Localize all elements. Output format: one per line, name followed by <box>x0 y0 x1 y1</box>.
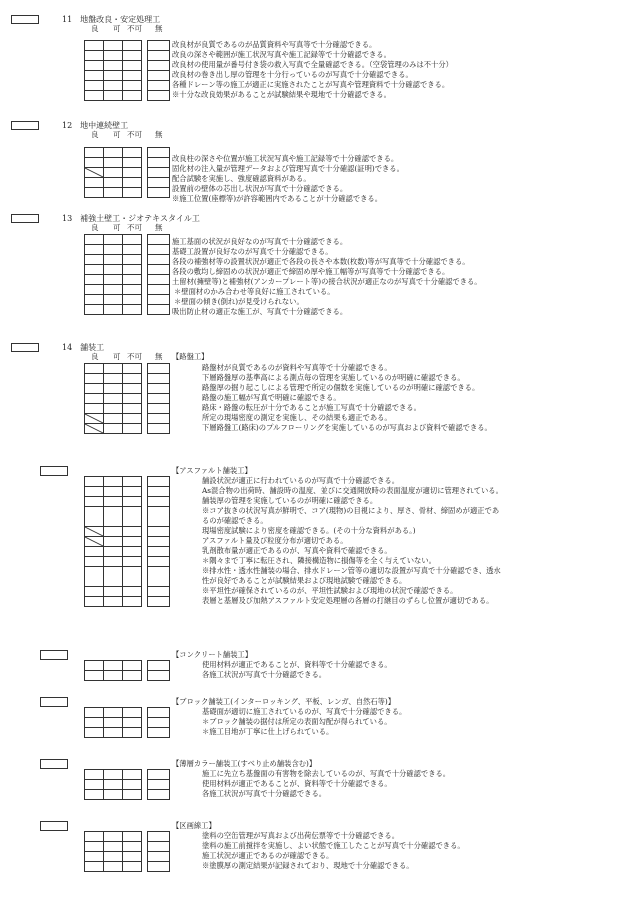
grade-header-bad: 不可 <box>127 130 142 139</box>
criterion: ※施工位置(座標等)が許容範囲内であることが十分確認できる。 <box>172 194 383 203</box>
criterion: 改良柱の深さや位置が施工状況写真や施工記録等で十分確認できる。 <box>172 154 399 163</box>
criterion: 路床・路盤の転圧が十分であることが施工写真で十分確認できる。 <box>202 403 421 412</box>
score-box[interactable] <box>40 466 68 476</box>
criteria-list <box>172 707 406 737</box>
criterion: ※平坦性が確保されているのが、平坦性試験および現地の状況で確認できる。 <box>202 586 458 595</box>
subsection-title: 【コンクリート舗装工】 <box>172 650 253 659</box>
grade-header-none: 無 <box>155 352 163 361</box>
criterion: 施工に先立ち基盤面の有害物を除去しているのが、写真で十分確認できる。 <box>202 769 451 778</box>
none-column[interactable] <box>147 40 170 101</box>
criterion: 塗料の施工前撹拌を実施し、よい状態で施工したことが写真で十分確認できる。 <box>202 841 465 850</box>
section-title: 12 地中連続壁工 <box>62 121 129 130</box>
grade-header-bad: 不可 <box>127 352 142 361</box>
grade-header-bad: 不可 <box>127 223 142 232</box>
criterion: ※排水性・透水性舗装の場合、排水ドレーン管等の適切な設置が写真で十分確認でき、透水 <box>202 566 501 575</box>
grade-header-none: 無 <box>155 130 163 139</box>
criterion: 基礎面が適切に施工されているのが、写真で十分確認できる。 <box>202 707 407 716</box>
criterion: ※十分な改良効果があることが試験結果や現地で十分確認できる。 <box>172 90 391 99</box>
none-column[interactable] <box>147 476 170 607</box>
criterion: 表層と基層及び加熱アスファルト安定処理層の各層の打継目のずらし位置が適切である。 <box>202 596 494 605</box>
criteria-list <box>172 476 503 606</box>
none-column[interactable] <box>147 707 170 738</box>
criterion: 改良材が良質であるのが品質資料や写真等で十分確認できる。 <box>172 40 377 49</box>
grade-grid[interactable] <box>84 769 142 800</box>
none-column[interactable] <box>147 363 170 434</box>
criterion: 各施工状況が写真で十分確認できる。 <box>202 789 327 798</box>
criterion: 改良材の使用量が番号付き袋の救入写真で全量確認できる。（空袋管理のみは不十分） <box>172 60 453 69</box>
subsection-title: 【薄層カラー舗装工(すべり止め舗装含む)】 <box>172 759 317 768</box>
score-box[interactable] <box>11 214 39 223</box>
none-column[interactable] <box>147 660 170 681</box>
criterion: 舗設状況が適正に行われているのが写真で十分確認できる。 <box>202 476 400 485</box>
criteria-list <box>172 769 450 799</box>
criterion: 固化材の注入量が管理データおよび管理写真で十分確認(証明)できる。 <box>172 164 404 173</box>
grade-grid[interactable] <box>84 660 142 681</box>
criterion: 設置前の壁体の芯出し状況が写真で十分確認できる。 <box>172 184 348 193</box>
grade-header-fair: 可 <box>113 223 121 232</box>
grade-header-none: 無 <box>155 24 163 33</box>
grade-grid[interactable] <box>84 147 142 198</box>
criterion: 塗料の空缶管理が写真および出荷伝票等で十分確認できる。 <box>202 831 400 840</box>
criterion: 下層路盤工(路床)のプルフローリングを実施しているのが写真および資料で確認できる。 <box>202 423 492 432</box>
grade-header-good: 良 <box>91 24 99 33</box>
criterion: ＊ブロック舗装の据付は所定の表面勾配が得られている。 <box>202 717 392 726</box>
section-title: 13 補強土壁工・ジオテキスタイル工 <box>62 214 200 223</box>
criterion: 吸出防止材の適正な施工が、写真で十分確認できる。 <box>172 307 348 316</box>
grade-header-fair: 可 <box>113 352 121 361</box>
criterion: 使用材料が適正であることが、資料等で十分確認できる。 <box>202 779 392 788</box>
criteria-list <box>172 660 392 680</box>
score-box[interactable] <box>11 15 39 24</box>
criterion: 改良の深さや範囲が施工状況写真や施工記録等で十分確認できる。 <box>172 50 391 59</box>
grade-grid[interactable] <box>84 234 142 315</box>
grade-grid[interactable] <box>84 831 142 872</box>
criteria-list <box>172 154 404 204</box>
criterion: 所定の現場密度の測定を実施し、その結果も適正である。 <box>202 413 392 422</box>
grade-header-good: 良 <box>91 223 99 232</box>
criterion: アスファルト量及び粒度分布が適切である。 <box>202 536 348 545</box>
subsection-title: 【ブロック舗装工(インターロッキング、平板、レンガ、自然石等)】 <box>172 697 396 706</box>
criterion: 土留材(擁壁等)と補強材(アンカープレート等)の接合状況が適正なのが写真で十分確認できる。 <box>172 277 482 286</box>
criteria-list <box>172 831 465 871</box>
criterion: ※塗膜厚の測定結果が記録されており、現地で十分確認できる。 <box>202 861 414 870</box>
grade-grid[interactable] <box>84 707 142 738</box>
criterion: 乳剤散布量が適正であるのが、写真や資料で確認できる。 <box>202 546 392 555</box>
grade-header-none: 無 <box>155 223 163 232</box>
grade-grid[interactable] <box>84 40 142 101</box>
criterion: 改良材の巻き出し厚の管理を十分行っているのが写真で十分確認できる。 <box>172 70 413 79</box>
subsection-title: 【路盤工】 <box>172 352 209 361</box>
grade-grid[interactable] <box>84 363 142 434</box>
criterion: 舗装厚の管理を実施しているのが明確に確認できる。 <box>202 496 378 505</box>
criterion: ＊壁面材のかみ合わせ等良好に施工されている。 <box>174 287 335 296</box>
score-box[interactable] <box>40 697 68 707</box>
criterion: 下層路盤厚の基準高による測点毎の管理を実施しているのが明確に確認できる。 <box>202 373 465 382</box>
score-box[interactable] <box>40 759 68 769</box>
criterion: ＊隅々まで丁寧に転圧され、隣接構造物に損傷等を全く与えていない。 <box>202 556 436 565</box>
none-column[interactable] <box>147 147 170 198</box>
criterion: ※コア抜きの状況写真が鮮明で、コア(現物)の目視により、厚さ、骨材、締固めが適正であ <box>202 506 500 515</box>
grade-header-good: 良 <box>91 130 99 139</box>
subsection-title: 【区画線工】 <box>172 821 216 830</box>
none-column[interactable] <box>147 234 170 315</box>
section-title: 14 舗装工 <box>62 343 105 352</box>
criterion: 基礎工設置が良好なのが写真で十分確認できる。 <box>172 247 333 256</box>
criterion: ＊施工目地が丁寧に仕上げられている。 <box>202 727 334 736</box>
criterion: 各段の敷均し締固めの状況が適正で締固め厚や施工幅等が写真等で十分確認できる。 <box>172 267 450 276</box>
none-column[interactable] <box>147 769 170 800</box>
score-box[interactable] <box>11 121 39 130</box>
criteria-list <box>172 40 453 100</box>
score-box[interactable] <box>11 343 39 352</box>
criterion: 路盤材が良質であるのが資料や写真等で十分確認できる。 <box>202 363 392 372</box>
grade-header-fair: 可 <box>113 130 121 139</box>
criterion: るのが確認できる。 <box>202 516 268 525</box>
criterion: 各段の補強材等の設置状況が適正で各段の長さや本数(枚数)等が写真等で十分確認できる。 <box>172 257 470 266</box>
criterion: 各種ドレーン等の施工が適正に実施されたことが写真や管理資料で十分確認できる。 <box>172 80 450 89</box>
grade-header-fair: 可 <box>113 24 121 33</box>
section-title: 11 地盤改良・安定処理工 <box>62 15 161 24</box>
criterion: As混合物の出荷時、舗設時の温度、並びに交通開放時の表面温度が適切に管理されている。 <box>202 486 503 495</box>
score-box[interactable] <box>40 650 68 660</box>
criterion: 各施工状況が写真で十分確認できる。 <box>202 670 327 679</box>
subsection-title: 【アスファルト舗装工】 <box>172 466 252 475</box>
grade-header-good: 良 <box>91 352 99 361</box>
criterion: ＊壁面の傾き(倒れ)が見受けられない。 <box>174 297 304 306</box>
criteria-list <box>172 363 492 433</box>
criterion: 配合試験を実施し、強度確認資料がある。 <box>172 174 311 183</box>
criterion: 施工基面の状況が良好なのが写真で十分確認できる。 <box>172 237 348 246</box>
criterion: 路盤の施工幅が写真で明確に確認できる。 <box>202 393 341 402</box>
criterion: 路盤厚の掘り起こしによる管理で所定の個数を実施しているのが明確に確認できる。 <box>202 383 480 392</box>
grade-header-bad: 不可 <box>127 24 142 33</box>
criterion: 現場密度試験により密度を確認できる。(その十分な資料がある。) <box>202 526 416 535</box>
none-column[interactable] <box>147 831 170 872</box>
grade-grid[interactable] <box>84 476 142 607</box>
criterion: 施工状況が適正であるのが確認できる。 <box>202 851 334 860</box>
criteria-list <box>172 237 482 317</box>
criterion: 性が良好であることが試験結果および現地試験で確認できる。 <box>202 576 407 585</box>
criterion: 使用材料が適正であることが、資料等で十分確認できる。 <box>202 660 392 669</box>
score-box[interactable] <box>40 821 68 831</box>
